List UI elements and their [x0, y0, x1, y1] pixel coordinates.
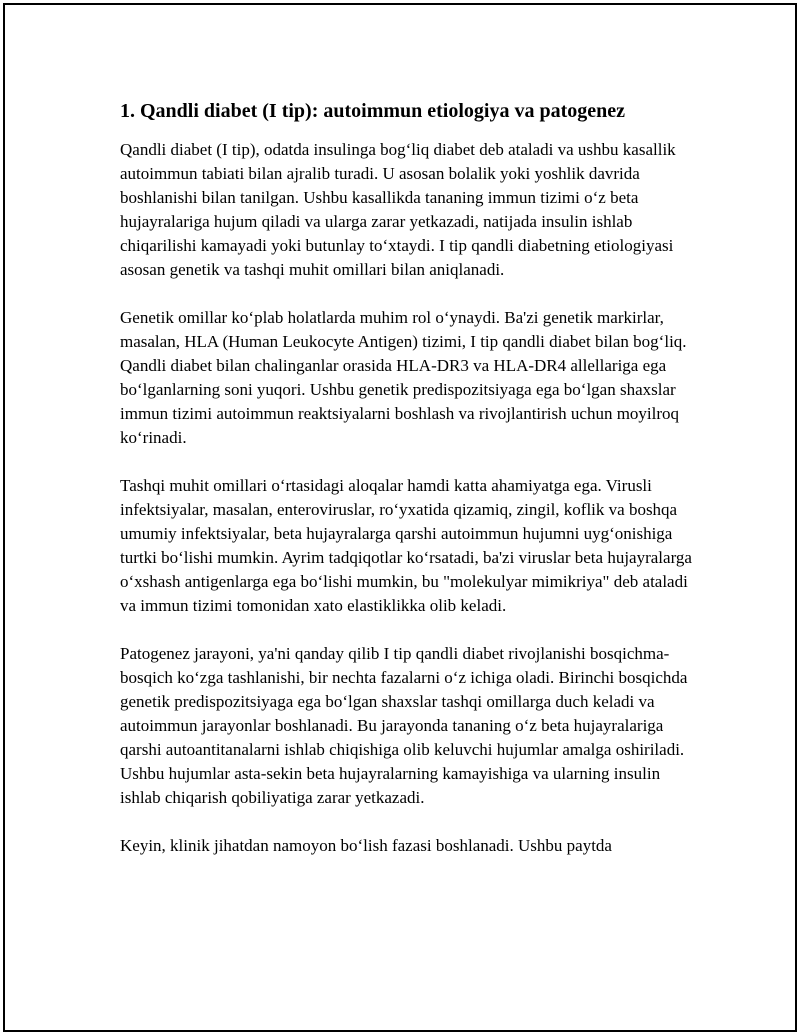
document-body [120, 97, 695, 882]
paragraph-pathogenesis: Patogenez jarayoni, ya'ni qanday qilib I tip qandli diabet rivojlanishi bosqichma-bosqich ko‘zga tashlanishi, bir nechta fazalarni o‘z ichiga oladi. Birinchi bosqichda genetik predispozitsiyaga ega bo‘lgan shaxslar tashqi omillarga duch keladi va autoimmun jarayonlar boshlanadi. Bu jarayonda tananing o‘z beta hujayralariga qarshi autoantitanalarni ishlab chiqishiga olib keluvchi hujumlar amalga oshiriladi. Ushbu hujumlar asta-sekin beta hujayralarning kamayishiga va ularning insulin ishlab chiqarish qobiliyatiga zarar yetkazadi. [120, 644, 688, 807]
paragraph-environmental-factors: Tashqi muhit omillari o‘rtasidagi aloqalar hamdi katta ahamiyatga ega. Virusli infektsiyalar, masalan, enteroviruslar, ro‘yxatida qizamiq, zingil, koflik va boshqa umumiy infektsiyalar, beta hujayralarga qarshi autoimmun hujumni uyg‘onishiga turtki bo‘lishi mumkin. Ayrim tadqiqotlar ko‘rsatadi, ba'zi viruslar beta hujayralarga o‘xshash antigenlarga ega bo‘lishi mumkin, bu "molekulyar mimikriya" deb ataladi va immun tizimi tomonidan xato elastiklikka olib keladi. [120, 476, 692, 615]
page-frame [3, 3, 797, 1032]
paragraph-clinical-phase: Keyin, klinik jihatdan namoyon bo‘lish fazasi boshlanadi. Ushbu paytda [120, 836, 612, 855]
paragraph-etiology: Qandli diabet (I tip), odatda insulinga bog‘liq diabet deb ataladi va ushbu kasallik autoimmun tabiati bilan ajralib turadi. U asosan bolalik yoki yoshlik davrida boshlanishi bilan tanilgan. Ushbu kasallikda tananing immun tizimi o‘z beta hujayralariga hujum qiladi va ularga zarar yetkazadi, natijada insulin ishlab chiqarilishi kamayadi yoki butunlay to‘xtaydi. I tip qandli diabetning etiologiyasi asosan genetik va tashqi muhit omillari bilan aniqlanadi. [120, 140, 676, 279]
section-heading: 1. Qandli diabet (I tip): autoimmun etiologiya va patogenez [120, 100, 626, 122]
paragraph-genetic-factors: Genetik omillar ko‘plab holatlarda muhim rol o‘ynaydi. Ba'zi genetik markirlar, masalan, HLA (Human Leukocyte Antigen) tizimi, I tip qandli diabet bilan bog‘liq. Qandli diabet bilan chalinganlar orasida HLA-DR3 va HLA-DR4 allellariga ega bo‘lganlarning soni yuqori. Ushbu genetik predispozitsiyaga ega bo‘lgan shaxslar immun tizimi autoimmun reaktsiyalarni boshlash va rivojlantirish uchun moyilroq ko‘rinadi. [120, 308, 687, 447]
